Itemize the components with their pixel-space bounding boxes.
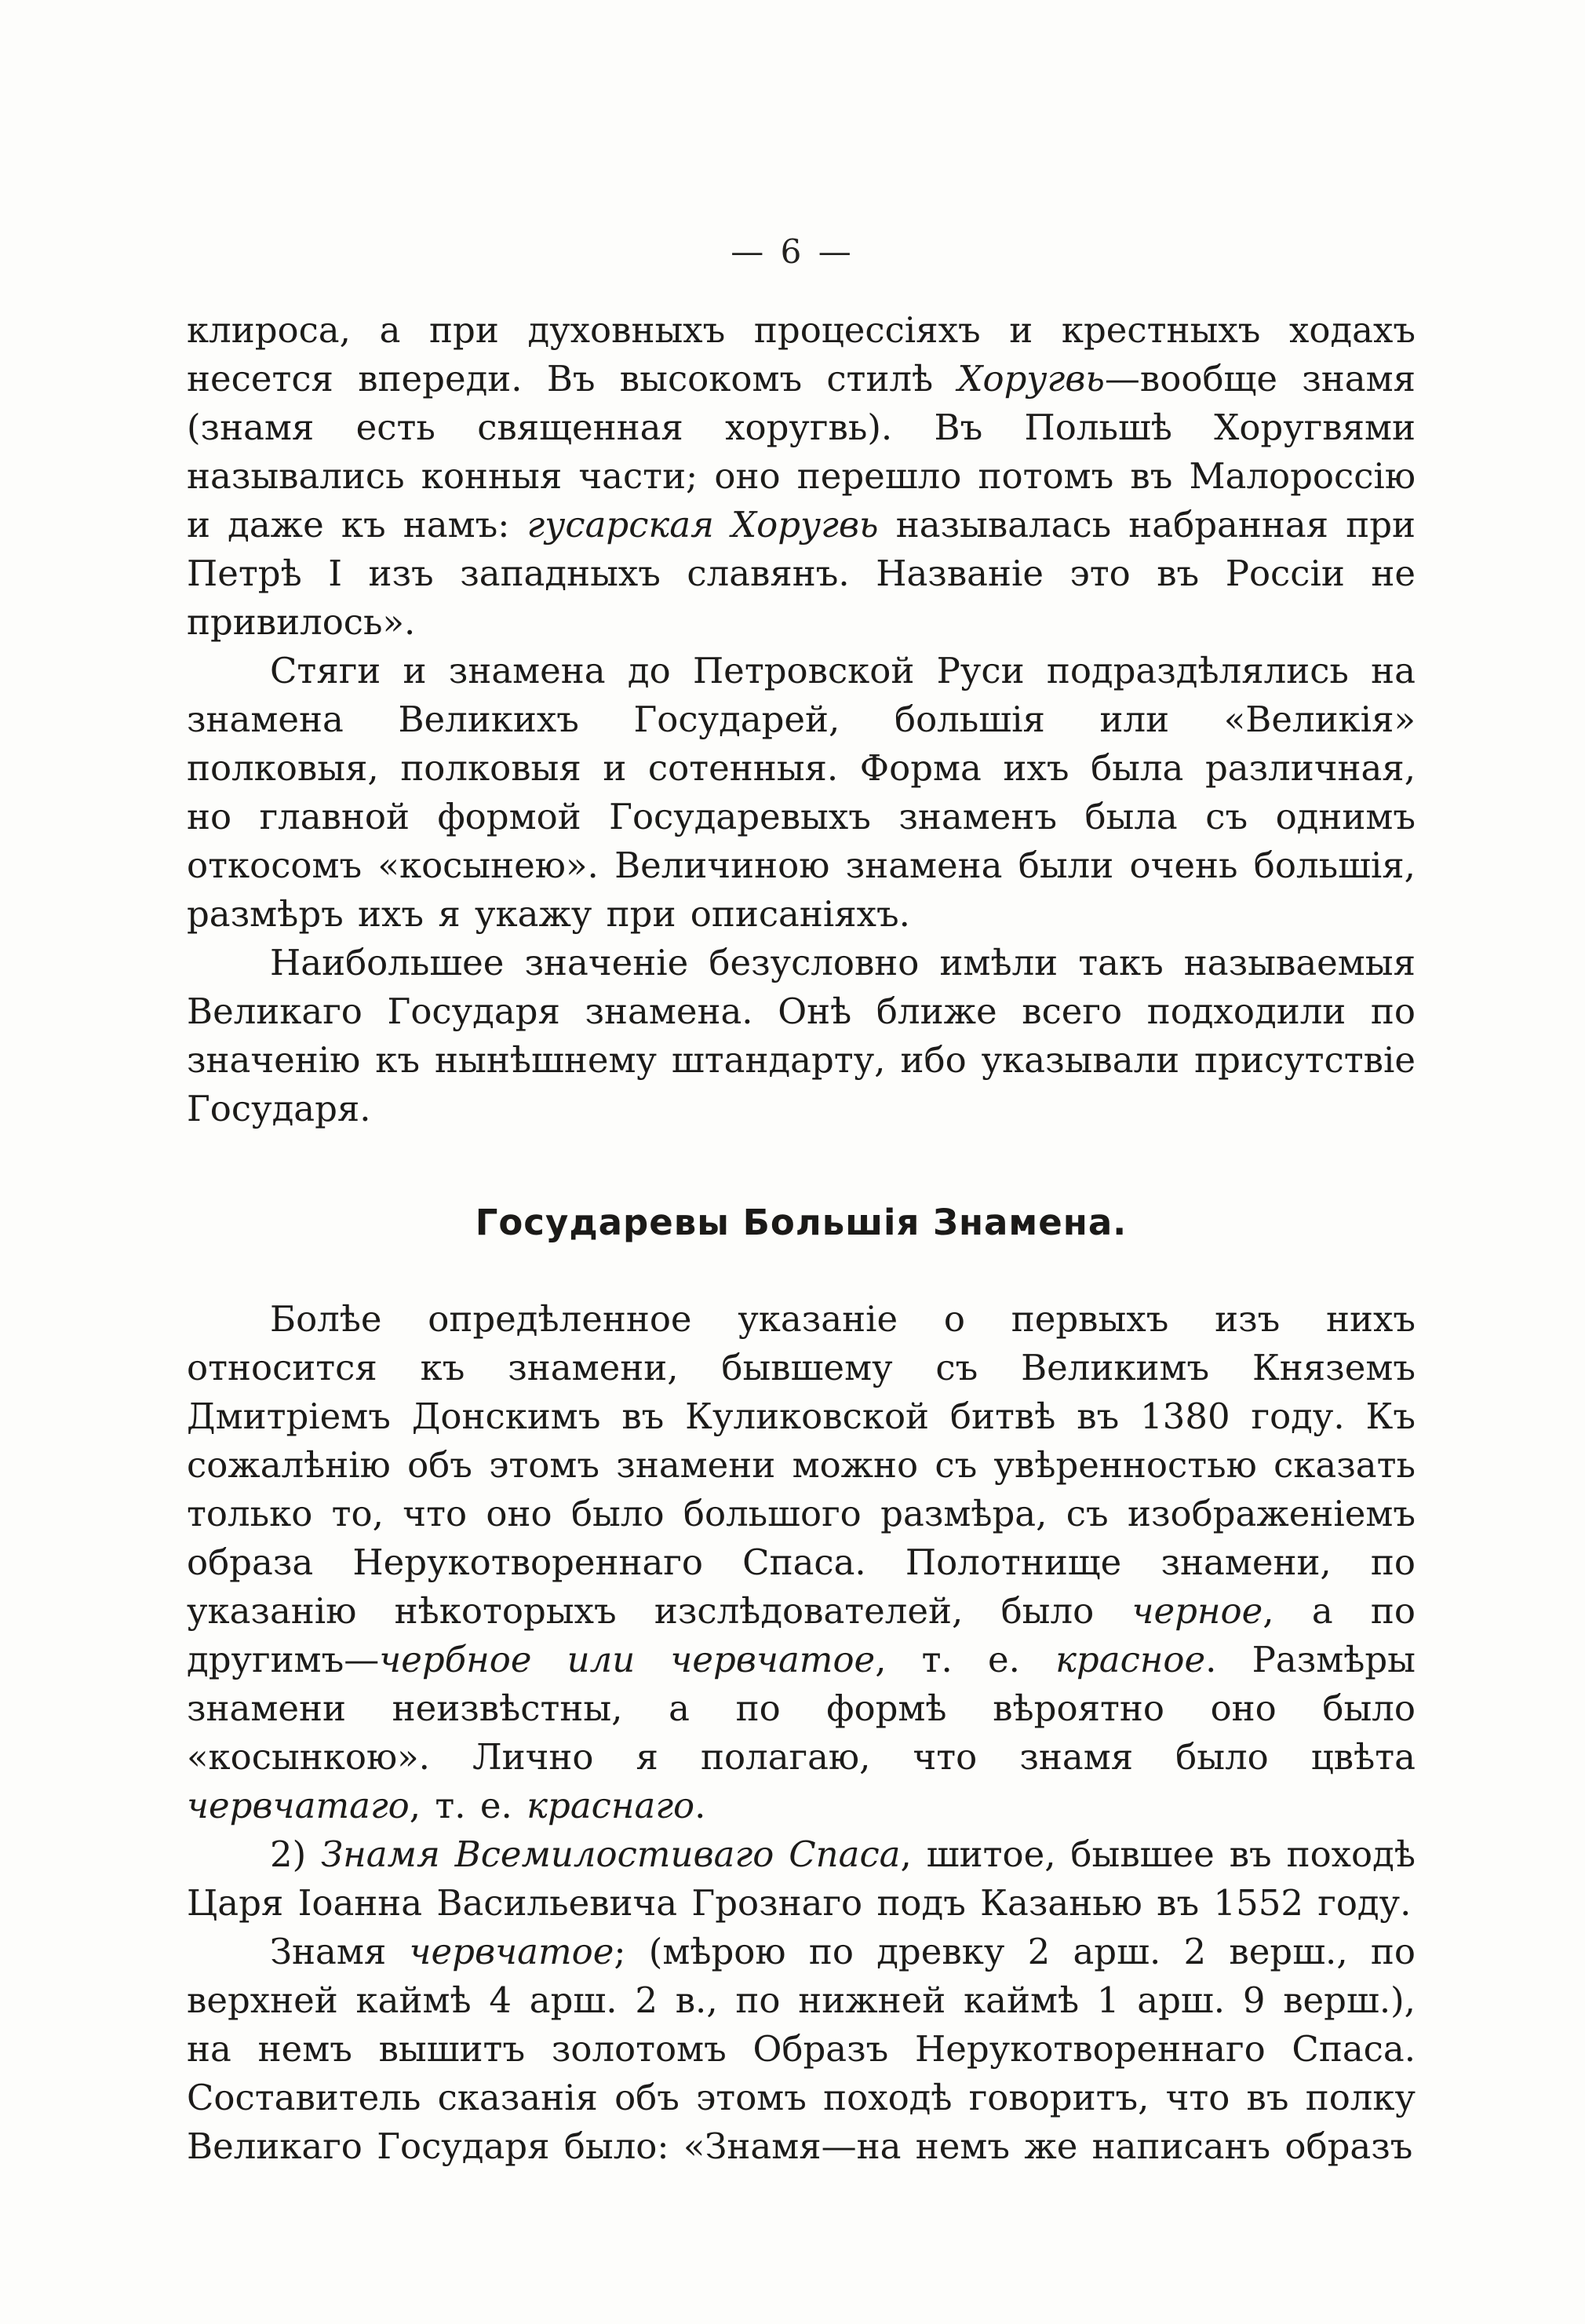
paragraph [187, 306, 1416, 647]
paragraph [187, 1830, 1416, 1928]
body-text: Знамя [270, 1931, 410, 1972]
text-column [187, 306, 1416, 2171]
body-text: Наибольшее значеніе безусловно имѣли такъ называемыя Великаго Государя знамена. Онѣ ближе всего подходили по значенію къ нынѣшнему штандарту, ибо указывали присутствіе Государя. [187, 942, 1416, 1129]
emphasis-text: Хоругвь [957, 358, 1105, 399]
body-text: Стяги и знамена до Петровской Руси подраздѣлялись на знамена Великихъ Государей, большія или «Великія» полковыя, полковыя и сотенныя. Форма ихъ была различная, но главной формой Государевыхъ знаменъ была съ однимъ откосомъ «косынею». Величиною знамена были очень большія, размѣръ ихъ я укажу при описаніяхъ. [187, 650, 1416, 935]
emphasis-text: черное [1131, 1590, 1263, 1632]
emphasis-text: краснаго [527, 1785, 695, 1826]
body-text: , т. е. [875, 1639, 1056, 1680]
body-text: , а по другимъ— [187, 1590, 1416, 1680]
body-text: . [694, 1785, 706, 1826]
page-number: — 6 — [731, 232, 854, 271]
body-text: ; (мѣрою по древку 2 арш. 2 верш., по верхней каймѣ 4 арш. 2 в., по нижней каймѣ 1 арш. 9 верш.), на немъ вышитъ золотомъ Образъ Нерукотвореннаго Спаса. Составитель сказанія объ этомъ походѣ говоритъ, что въ полку Великаго Государя было: «Знамя—на немъ же написанъ образъ [187, 1931, 1416, 2167]
paragraph [187, 1295, 1416, 1830]
body-text: —вообще знамя (знамя есть священная хоругвь). Въ Польшѣ Хоругвями назывались конныя части; оно перешло потомъ въ Малороссію и даже къ намъ: [187, 358, 1416, 545]
body-text: , т. е. [409, 1785, 527, 1826]
paragraph [187, 939, 1416, 1133]
emphasis-text: красное [1055, 1639, 1206, 1680]
body-text: Болѣе опредѣленное указаніе о первыхъ изъ нихъ относится къ знамени, бывшему съ Великимъ Княземъ Дмитріемъ Донскимъ въ Куликовской битвѣ въ 1380 году. Къ сожалѣнію объ этомъ знамени можно съ увѣренностью сказать только то, что оно было большого размѣра, съ изображеніемъ образа Нерукотвореннаго Спаса. Полотнище знамени, по указанію нѣкоторыхъ изслѣдователей, было [187, 1298, 1416, 1632]
emphasis-text: червчатое [409, 1931, 614, 1972]
section-heading: Государевы Большія Знамена. [475, 1202, 1128, 1243]
paragraph [187, 1928, 1416, 2171]
body-text: называлась набранная при Петрѣ I изъ западныхъ славянъ. Названіе это въ Россіи не привилось». [187, 504, 1416, 643]
body-text: клироса, а при духовныхъ процессіяхъ и крестныхъ ходахъ несется впереди. Въ высокомъ стилѣ [187, 309, 1416, 399]
body-text: . Размѣры знамени неизвѣстны, а по формѣ вѣроятно оно было «косынкою». Лично я полагаю, что знамя было цвѣта [187, 1639, 1416, 1778]
paragraph [187, 647, 1416, 939]
emphasis-text: чербное или червчатое [379, 1639, 876, 1680]
emphasis-text: Знамя Всемилостиваго Спаса [321, 1833, 901, 1875]
body-text: , шитое, бывшее въ походѣ Царя Іоанна Васильевича Грознаго подъ Казанью въ 1552 году. [187, 1833, 1416, 1924]
body-text: 2) [270, 1833, 322, 1875]
emphasis-text: гусарская Хоругвь [527, 504, 879, 545]
emphasis-text: червчатаго [187, 1785, 410, 1826]
